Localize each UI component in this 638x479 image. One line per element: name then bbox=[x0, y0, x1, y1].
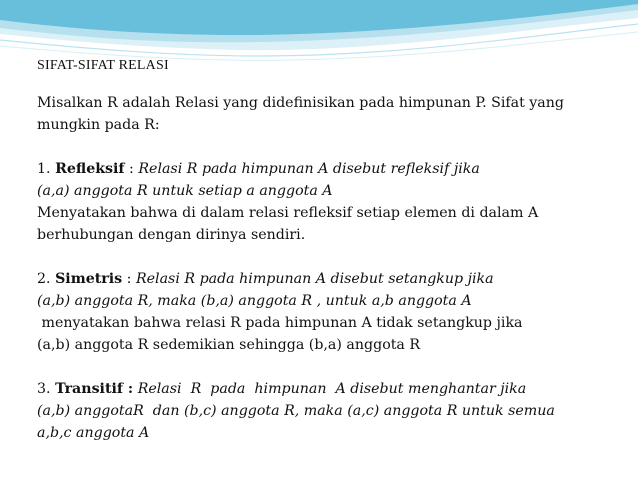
slide-body bbox=[37, 92, 617, 444]
property-explanation-line: berhubungan dengan dirinya sendiri. bbox=[37, 227, 306, 243]
property-explanation-line: menyatakan bahwa relasi R pada himpunan A tidak setangkup jika bbox=[37, 315, 523, 331]
property-simetris-heading bbox=[37, 268, 617, 290]
property-separator: : bbox=[124, 161, 139, 177]
property-name: Refleksif bbox=[55, 161, 125, 177]
property-definition: Relasi R pada himpunan A disebut setangkup jika bbox=[135, 271, 494, 287]
property-name: Simetris bbox=[55, 271, 123, 287]
slide-title: SIFAT-SIFAT RELASI bbox=[37, 58, 169, 73]
property-definition-line: a,b,c anggota A bbox=[37, 425, 150, 441]
property-number: 2. bbox=[37, 271, 51, 287]
property-definition-line: (a,b) anggotaR dan (b,c) anggota R, maka (a,c) anggota R untuk semua bbox=[37, 403, 555, 419]
property-explanation-line: (a,b) anggota R sedemikian sehingga (b,a) anggota R bbox=[37, 337, 421, 353]
property-refleksif-heading bbox=[37, 158, 617, 180]
intro-line: Misalkan R adalah Relasi yang didefinisikan pada himpunan P. Sifat yang bbox=[37, 95, 564, 111]
property-transitif-heading bbox=[37, 378, 617, 400]
property-explanation-line: Menyatakan bahwa di dalam relasi refleksif setiap elemen di dalam A bbox=[37, 205, 539, 221]
property-number: 1. bbox=[37, 161, 51, 177]
property-separator: : bbox=[122, 271, 136, 287]
intro-line: mungkin pada R: bbox=[37, 117, 160, 133]
property-name: Transitif : bbox=[55, 381, 134, 397]
property-number: 3. bbox=[37, 381, 51, 397]
property-definition: Relasi R pada himpunan A disebut menghantar jika bbox=[137, 381, 527, 397]
property-definition: Relasi R pada himpunan A disebut refleksif jika bbox=[138, 161, 480, 177]
property-definition-line: (a,a) anggota R untuk setiap a anggota A bbox=[37, 183, 333, 199]
property-definition-line: (a,b) anggota R, maka (b,a) anggota R , untuk a,b anggota A bbox=[37, 293, 472, 309]
